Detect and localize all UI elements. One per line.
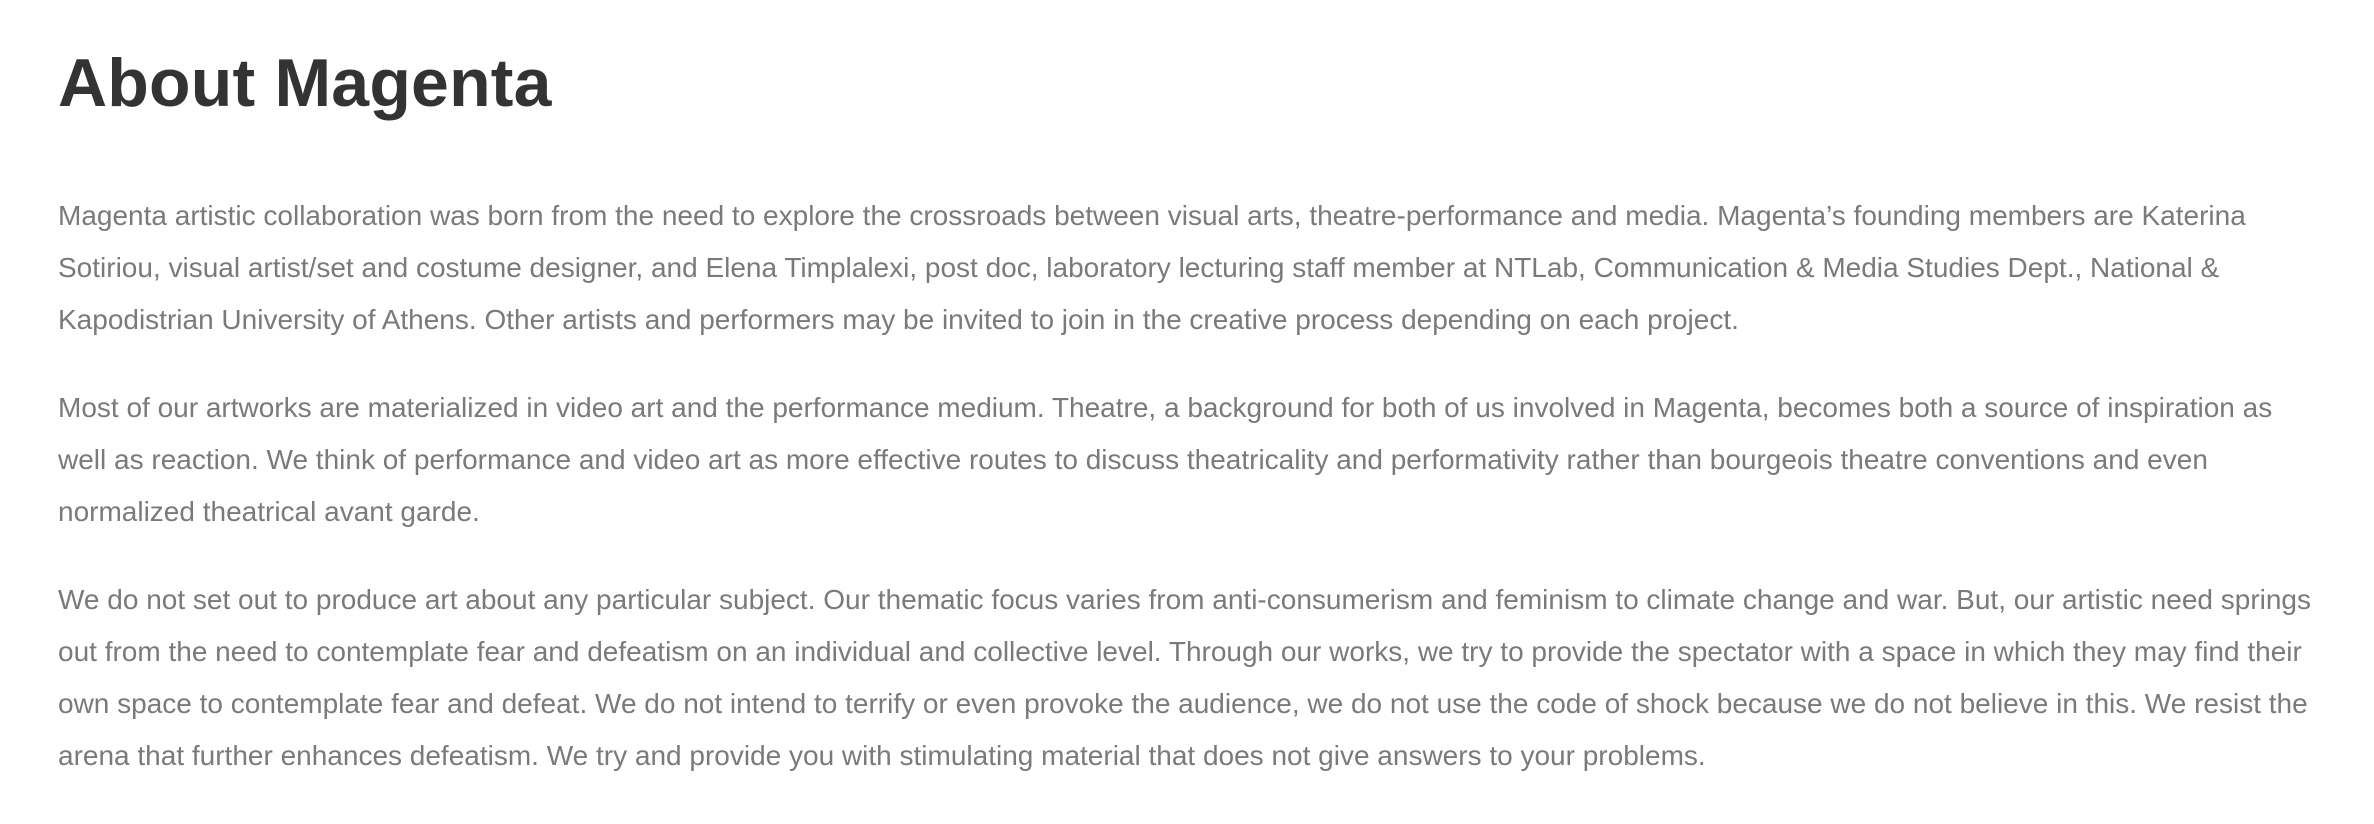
about-paragraph-3: We do not set out to produce art about any particular subject. Our thematic focus varies from anti-consumerism and feminism to climate change and war. But, our artistic need springs out from the need to contemplate fear and defeatism on an individual and collective level. Through our works, we try to provide the spectator with a space in which they may find their own space to contemplate fear and defeat. We do not intend to terrify or even provoke the audience, we do not use the code of shock because we do not believe in this. We resist the arena that further enhances defeatism. We try and provide you with stimulating material that does not give answers to your problems. <box>58 584 2312 771</box>
about-paragraph-1: Magenta artistic collaboration was born from the need to explore the crossroads between visual arts, theatre-performance and media. Magenta’s founding members are Katerina Sotiriou, visual artist/set and costume designer, and Elena Timplalexi, post doc, laboratory lecturing staff member at NTLab, Communication & Media Studies Dept., National & Kapodistrian University of Athens. Other artists and performers may be invited to join in the creative process depending on each project. <box>58 200 2246 335</box>
about-content <box>58 190 2316 782</box>
about-paragraph-2: Most of our artworks are materialized in video art and the performance medium. Theatre, a background for both of us involved in Magenta, becomes both a source of inspiration as well as reaction. We think of performance and video art as more effective routes to discuss theatricality and performativity rather than bourgeois theatre conventions and even normalized theatrical avant garde. <box>58 392 2273 527</box>
page-title: About Magenta <box>58 45 552 121</box>
